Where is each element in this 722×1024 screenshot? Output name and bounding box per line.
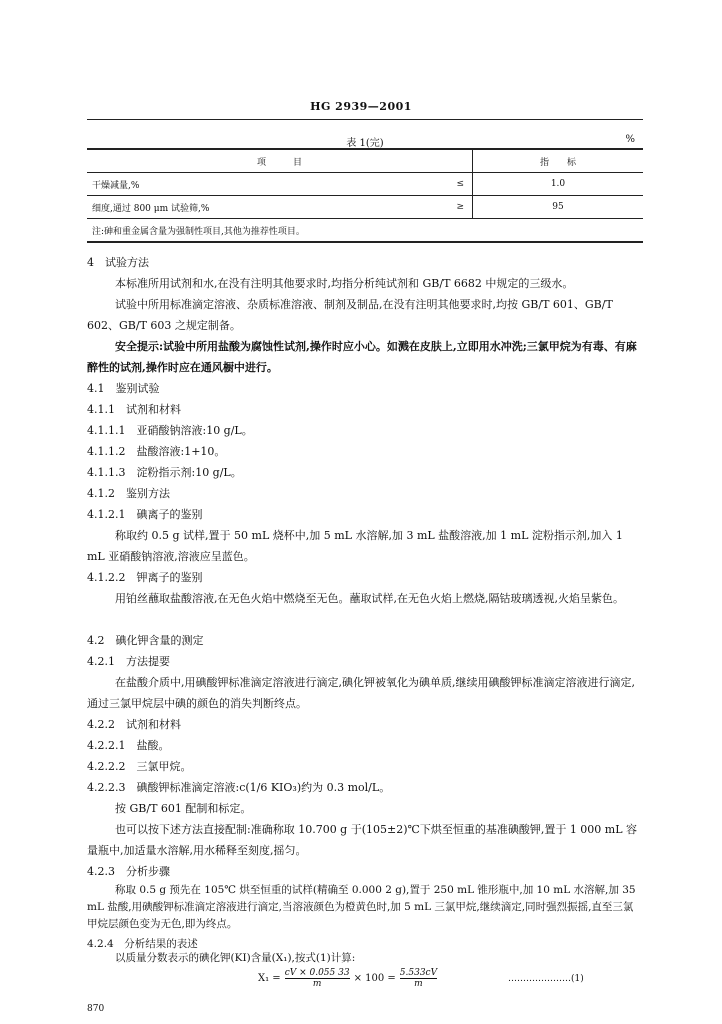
section-heading: 4.2.3 分析步骤 [87, 865, 170, 878]
paragraph: 本标准所用试剂和水,在没有注明其他要求时,均指分析纯试剂和 GB/T 6682 中规定的三级水。 [115, 277, 574, 290]
fraction-2-numerator: 5.533cV [399, 968, 438, 978]
row-value: 1.0 [473, 173, 644, 196]
header-index: 指 标 [473, 149, 644, 173]
table-note: 注:砷和重金属含量为强制性项目,其他为推荐性项目。 [87, 219, 643, 243]
fraction-2-denominator: m [400, 978, 437, 989]
header-item: 项 目 [87, 149, 473, 173]
equation-number: …………………(1) [508, 974, 584, 984]
fraction-2 [400, 968, 437, 989]
paragraph: 试验中所用标准滴定溶液、杂质标准溶液、制剂及制品,在没有注明其他要求时,均按 GB/T 601、GB/T 602、GB/T 603 之规定制备。 [87, 298, 613, 332]
section-4-heading: 4 试验方法 [87, 256, 149, 269]
section-heading: 4.2.2.1 盐酸。 [87, 739, 170, 752]
section-heading: 4.2.2.3 碘酸钾标准滴定溶液:c(1/6 KIO₃)约为 0.3 mol/L。 [87, 781, 391, 794]
section-heading: 4.1.2.1 碘离子的鉴别 [87, 508, 203, 521]
table-row [87, 196, 643, 219]
safety-note: 安全提示:试验中所用盐酸为腐蚀性试剂,操作时应小心。如溅在皮肤上,立即用水冲洗;三氯甲烷为有毒、有麻醉性的试剂,操作时应在通风橱中进行。 [87, 340, 637, 374]
standard-code: HG 2939—2001 [310, 100, 412, 113]
section-heading: 4.1.1.1 亚硝酸钠溶液:10 g/L。 [87, 424, 253, 437]
paragraph: 以质量分数表示的碘化钾(KI)含量(X₁),按式(1)计算: [115, 952, 356, 964]
paragraph: 用铂丝蘸取盐酸溶液,在无色火焰中燃烧至无色。蘸取试样,在无色火焰上燃烧,隔钴玻璃透视,火焰呈紫色。 [115, 592, 624, 605]
paragraph: 在盐酸介质中,用碘酸钾标准滴定溶液进行滴定,碘化钾被氧化为碘单质,继续用碘酸钾标准滴定溶液进行滴定,通过三氯甲烷层中碘的颜色的消失判断终点。 [87, 676, 635, 710]
table-row [87, 173, 643, 196]
formula-1 [258, 968, 437, 989]
row-sign: ≥ [437, 196, 473, 219]
table-note-row [87, 219, 643, 243]
paragraph: 也可以按下述方法直接配制:准确称取 10.700 g 于(105±2)℃下烘至恒重的基准碘酸钾,置于 1 000 mL 容量瓶中,加适量水溶解,用水稀释至刻度,摇匀。 [87, 823, 638, 857]
section-heading: 4.1 鉴别试验 [87, 382, 160, 395]
section-heading: 4.1.1.2 盐酸溶液:1+10。 [87, 445, 226, 458]
fraction-1-denominator: m [285, 978, 350, 989]
fraction-1-numerator: cV × 0.055 33 [284, 968, 350, 978]
row-item: 干燥减量,% [87, 173, 437, 196]
table-header-row [87, 149, 643, 173]
fraction-1 [285, 968, 350, 989]
section-heading: 4.1.1.3 淀粉指示剂:10 g/L。 [87, 466, 242, 479]
spec-table [87, 148, 643, 243]
section-heading: 4.2.4 分析结果的表述 [87, 938, 198, 950]
paragraph: 称取约 0.5 g 试样,置于 50 mL 烧杯中,加 5 mL 水溶解,加 3 mL 盐酸溶液,加 1 mL 淀粉指示剂,加入 1 mL 亚硝酸钠溶液,溶液应呈蓝色。 [87, 529, 623, 563]
section-heading: 4.2.2 试剂和材料 [87, 718, 181, 731]
table-caption: 表 1(完) [346, 138, 384, 149]
paragraph: 称取 0.5 g 预先在 105℃ 烘至恒重的试样(精确至 0.000 2 g),置于 250 mL 锥形瓶中,加 10 mL 水溶解,加 35 mL 盐酸,用碘酸钾标准滴定溶液进行滴定,当溶液颜色为橙黄色时,加 5 mL 三氯甲烷,继续滴定,同时强烈振摇,直至三氯甲烷层颜色变为无色,即为终点。 [87, 884, 636, 930]
section-heading: 4.2.2.2 三氯甲烷。 [87, 760, 192, 773]
section-heading: 4.2.1 方法提要 [87, 655, 170, 668]
table-unit: % [625, 134, 635, 145]
row-item: 细度,通过 800 μm 试验筛,% [87, 196, 437, 219]
page-number: 870 [87, 1004, 105, 1014]
formula-lhs: X₁ = [258, 973, 281, 984]
section-heading: 4.2 碘化钾含量的测定 [87, 634, 204, 647]
formula-times100: × 100 = [353, 973, 396, 984]
row-sign: ≤ [437, 173, 473, 196]
header-rule [87, 119, 643, 120]
row-value: 95 [473, 196, 644, 219]
section-heading: 4.1.1 试剂和材料 [87, 403, 181, 416]
paragraph: 按 GB/T 601 配制和标定。 [115, 802, 252, 815]
section-heading: 4.1.2 鉴别方法 [87, 487, 170, 500]
section-heading: 4.1.2.2 钾离子的鉴别 [87, 571, 203, 584]
